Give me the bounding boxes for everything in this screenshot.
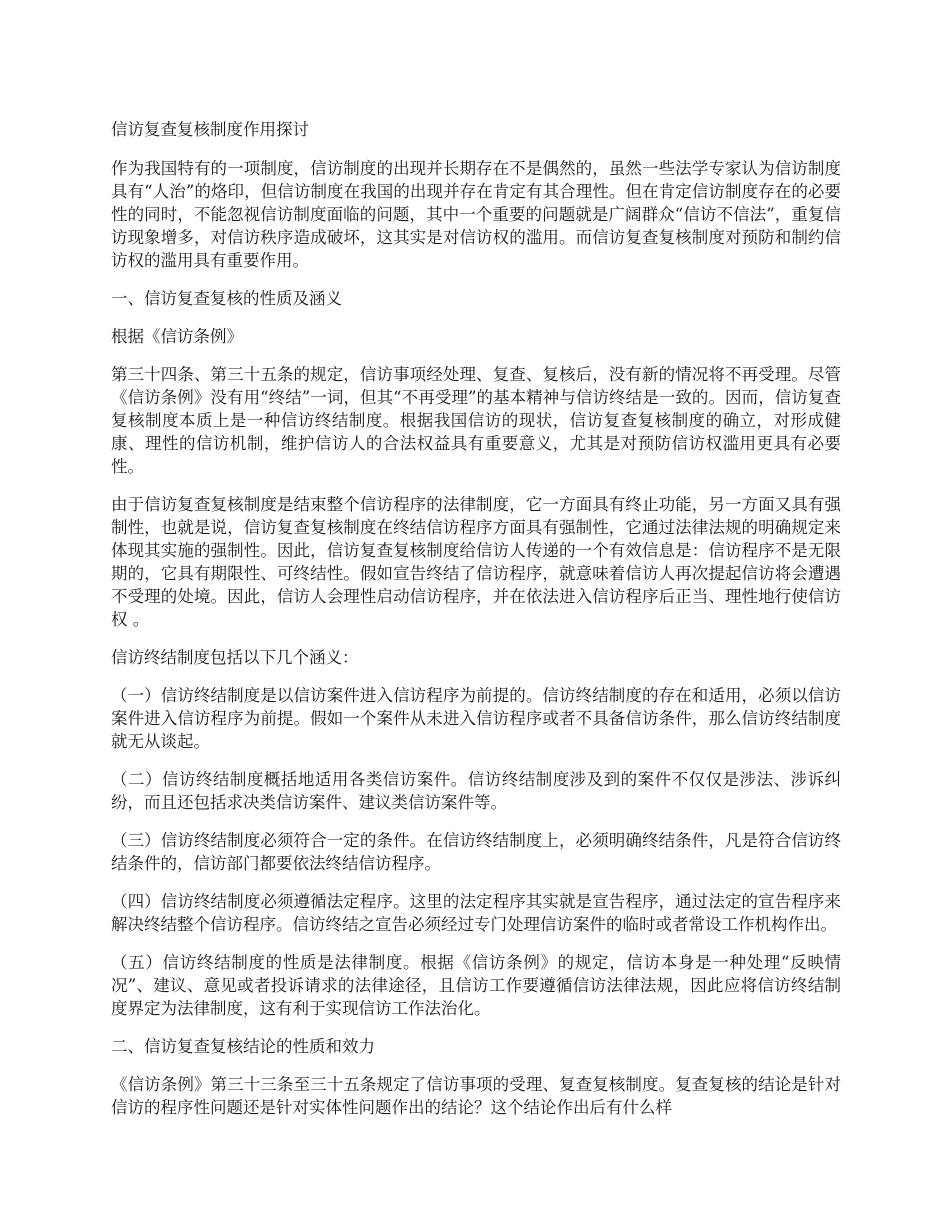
list-item-5: （五）信访终结制度的性质是法律制度。根据《信访条例》的规定，信访本身是一种处理“反映情况”、建议、意见或者投诉请求的法律途径，且信访工作要遵循信访法律法规，因此应将信访终结制度界定为法律制度，这有利于实现信访工作法治化。 (111, 953, 841, 1018)
section-heading-2: 二、信访复查复核结论的性质和效力 (111, 1037, 375, 1056)
list-item-1: （一）信访终结制度是以信访案件进入信访程序为前提的。信访终结制度的存在和适用，必须以信访案件进入信访程序为前提。假如一个案件从未进入信访程序或者不具备信访条件，那么信访终结制度就无从谈起。 (111, 686, 841, 751)
document-page (111, 118, 841, 1134)
list-item-3: （三）信访终结制度必须符合一定的条件。在信访终结制度上，必须明确终结条件，凡是符合信访终结条件的，信访部门都要依法终结信访程序。 (111, 831, 841, 873)
paragraph-meanings-intro: 信访终结制度包括以下几个涵义： (111, 648, 359, 667)
paragraph-compulsory-nature: 由于信访复查复核制度是结束整个信访程序的法律制度，它一方面具有终止功能，另一方面又具有强制性，也就是说，信访复查复核制度在终结信访程序方面具有强制性，它通过法律法规的明确规定来体现其实施的强制性。因此，信访复查复核制度给信访人传递的一个有效信息是：信访程序不是无限期的，它具有期限性、可终结性。假如宣告终结了信访程序，就意味着信访人再次提起信访将会遭遇不受理的处境。因此，信访人会理性启动信访程序，并在依法进入信访程序后正当、理性地行使信访权 。 (111, 495, 841, 629)
paragraph-article-34-35: 第三十四条、第三十五条的规定，信访事项经处理、复查、复核后，没有新的情况将不再受理。尽管《信访条例》没有用“终结”一词，但其“不再受理”的基本精神与信访终结是一致的。因而，信访复查复核制度本质上是一种信访终结制度。根据我国信访的现状，信访复查复核制度的确立，对形成健康、理性的信访机制，维护信访人的合法权益具有重要意义，尤其是对预防信访权滥用更具有必要性。 (111, 365, 841, 476)
paragraph-conclusion-nature: 《信访条例》第三十三条至三十五条规定了信访事项的受理、复查复核制度。复查复核的结论是针对信访的程序性问题还是针对实体性问题作出的结论？这个结论作出后有什么样 (111, 1075, 841, 1117)
paragraph-regulation-ref: 根据《信访条例》 (111, 327, 243, 346)
section-heading-1: 一、信访复查复核的性质及涵义 (111, 289, 342, 308)
paragraph-intro: 作为我国特有的一项制度，信访制度的出现并长期存在不是偶然的，虽然一些法学专家认为信访制度具有“人治”的烙印，但信访制度在我国的出现并存在肯定有其合理性。但在肯定信访制度存在的必要性的同时，不能忽视信访制度面临的问题，其中一个重要的问题就是广阔群众“信访不信法”，重复信访现象增多，对信访秩序造成破坏，这其实是对信访权的滥用。而信访复查复核制度对预防和制约信访权的滥用具有重要作用。 (111, 159, 841, 270)
list-item-4: （四）信访终结制度必须遵循法定程序。这里的法定程序其实就是宣告程序，通过法定的宣告程序来解决终结整个信访程序。信访终结之宣告必须经过专门处理信访案件的临时或者常设工作机构作出。 (111, 892, 841, 934)
document-title: 信访复查复核制度作用探讨 (111, 120, 309, 139)
list-item-2: （二）信访终结制度概括地适用各类信访案件。信访终结制度涉及到的案件不仅仅是涉法、涉诉纠纷，而且还包括求决类信访案件、建议类信访案件等。 (111, 770, 841, 812)
